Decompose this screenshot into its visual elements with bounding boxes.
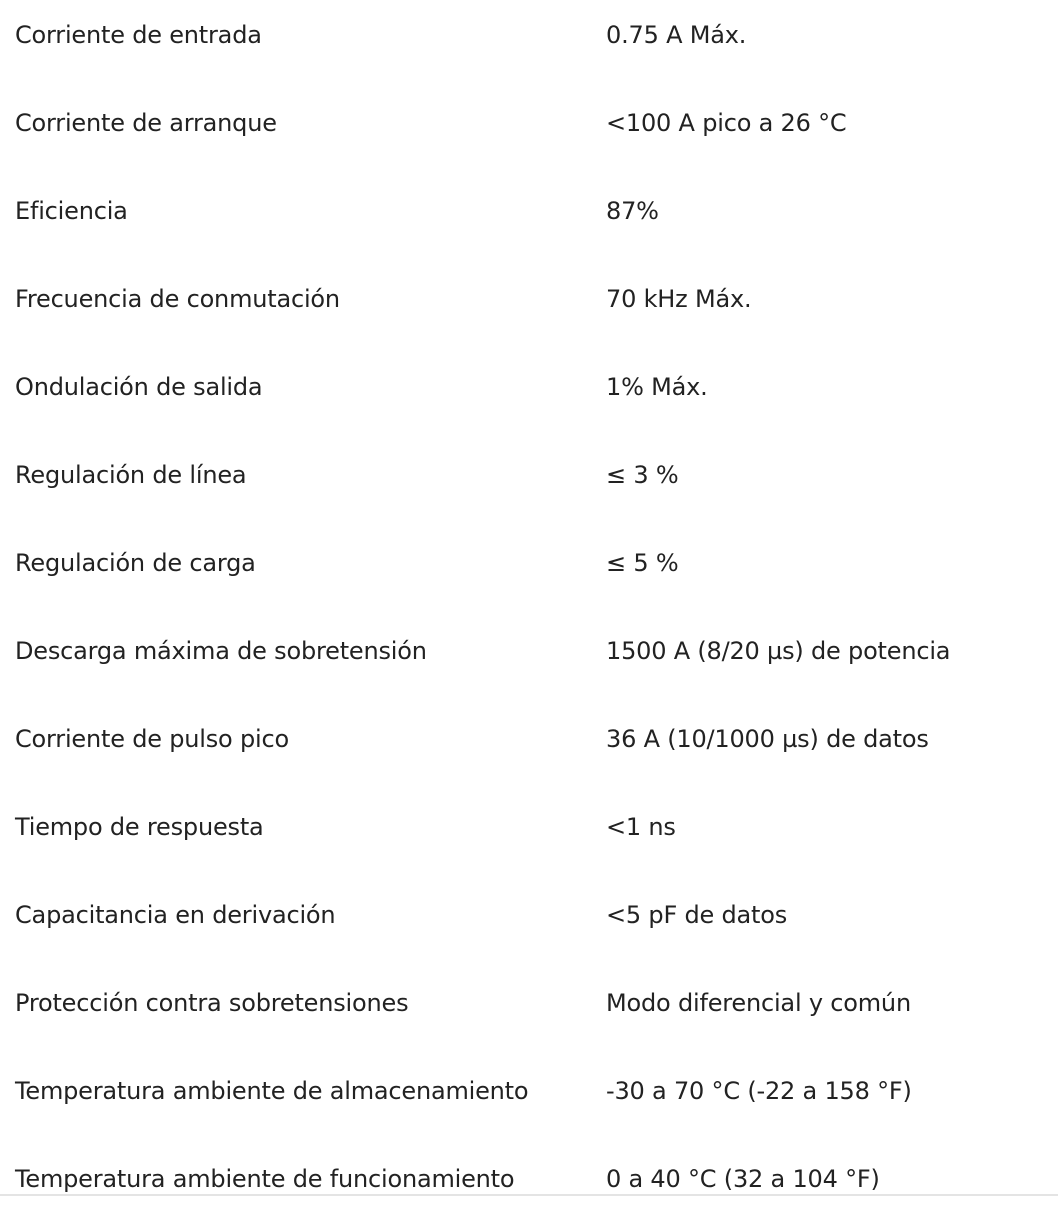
spec-value: ≤ 3 % [606,461,679,489]
spec-label: Tiempo de respuesta [15,813,264,841]
table-row [0,880,1058,968]
spec-value: 1500 A (8/20 µs) de potencia [606,637,951,665]
spec-value: 87% [606,197,659,225]
table-row [0,264,1058,352]
spec-label: Corriente de pulso pico [15,725,289,753]
spec-value: -30 a 70 °C (-22 a 158 °F) [606,1077,912,1105]
table-row [0,352,1058,440]
spec-label: Capacitancia en derivación [15,901,336,929]
spec-value: 1% Máx. [606,373,708,401]
table-row [0,792,1058,880]
spec-label: Temperatura ambiente de funcionamiento [15,1165,515,1193]
spec-value: <5 pF de datos [606,901,788,929]
spec-label: Ondulación de salida [15,373,263,401]
spec-label: Regulación de línea [15,461,247,489]
spec-value: 70 kHz Máx. [606,285,752,313]
spec-label: Descarga máxima de sobretensión [15,637,427,665]
spec-value: <1 ns [606,813,676,841]
spec-label: Corriente de arranque [15,109,277,137]
table-row [0,176,1058,264]
spec-label: Corriente de entrada [15,21,262,49]
spec-value: <100 A pico a 26 °C [606,109,847,137]
spec-value: 0 a 40 °C (32 a 104 °F) [606,1165,880,1193]
table-row [0,1144,1058,1232]
spec-label: Temperatura ambiente de almacenamiento [15,1077,529,1105]
spec-value: ≤ 5 % [606,549,679,577]
spec-value: 0.75 A Máx. [606,21,747,49]
spec-label: Eficiencia [15,197,128,225]
divider [0,1194,1058,1196]
table-row [0,528,1058,616]
table-row [0,1056,1058,1144]
table-row [0,440,1058,528]
table-row [0,0,1058,88]
spec-label: Frecuencia de conmutación [15,285,340,313]
spec-label: Regulación de carga [15,549,256,577]
spec-value: 36 A (10/1000 µs) de datos [606,725,929,753]
table-row [0,616,1058,704]
spec-label: Protección contra sobretensiones [15,989,409,1017]
table-row [0,88,1058,176]
spec-value: Modo diferencial y común [606,989,911,1017]
table-row [0,968,1058,1056]
table-row [0,704,1058,792]
